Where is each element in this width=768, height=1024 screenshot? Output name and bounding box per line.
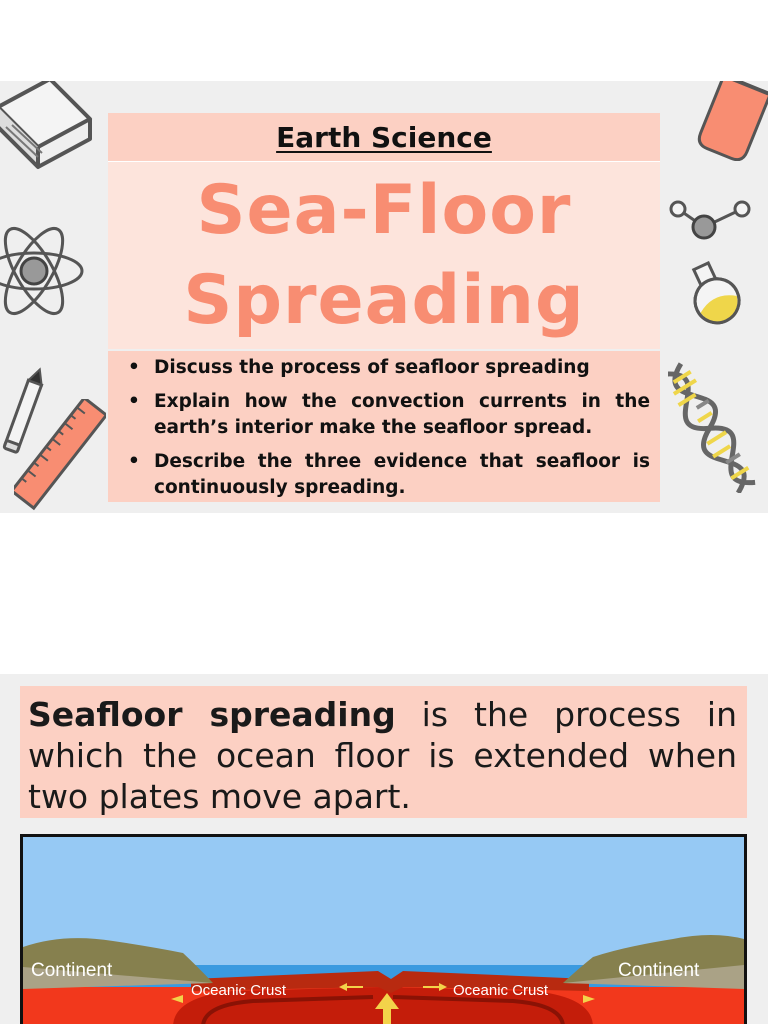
definition-slide: [0, 674, 768, 1024]
continent-label-right: Continent: [618, 960, 700, 981]
oceanic-crust-label-left: Oceanic Crust: [191, 982, 287, 999]
objectives-list: [124, 355, 650, 501]
diagram-graphic: [23, 837, 744, 1024]
title-line-2: Spreading: [183, 260, 585, 340]
dna-icon: [668, 353, 768, 493]
beaker-icon: [690, 81, 768, 161]
subject-header: [108, 113, 660, 162]
objective-item: • Discuss the process of seafloor spreading: [124, 355, 650, 381]
subject-title: Earth Science: [276, 120, 492, 154]
title-slide: [0, 81, 768, 513]
objectives-card: [108, 351, 660, 502]
title-line-1: Sea-Floor: [196, 170, 572, 250]
ruler-icon: [14, 399, 106, 511]
book-icon: [0, 81, 96, 177]
title-card: [108, 162, 660, 349]
objective-item: • Describe the three evidence that seafloor is continuously spreading.: [124, 449, 650, 501]
definition-text: [28, 694, 737, 817]
seafloor-diagram: [20, 834, 747, 1024]
flask-icon: [680, 261, 750, 327]
definition-term: Seafloor spreading: [28, 695, 396, 734]
definition-body: is the process in which the ocean floor is extended when two plates move apart.: [28, 695, 737, 816]
definition-box: [20, 686, 747, 818]
continent-label-left: Continent: [31, 960, 113, 981]
molecule-icon: [666, 197, 756, 243]
objective-item: • Explain how the convection currents in the earth’s interior make the seafloor spread.: [124, 389, 650, 441]
atom-icon: [0, 209, 94, 333]
oceanic-crust-label-right: Oceanic Crust: [453, 982, 549, 999]
